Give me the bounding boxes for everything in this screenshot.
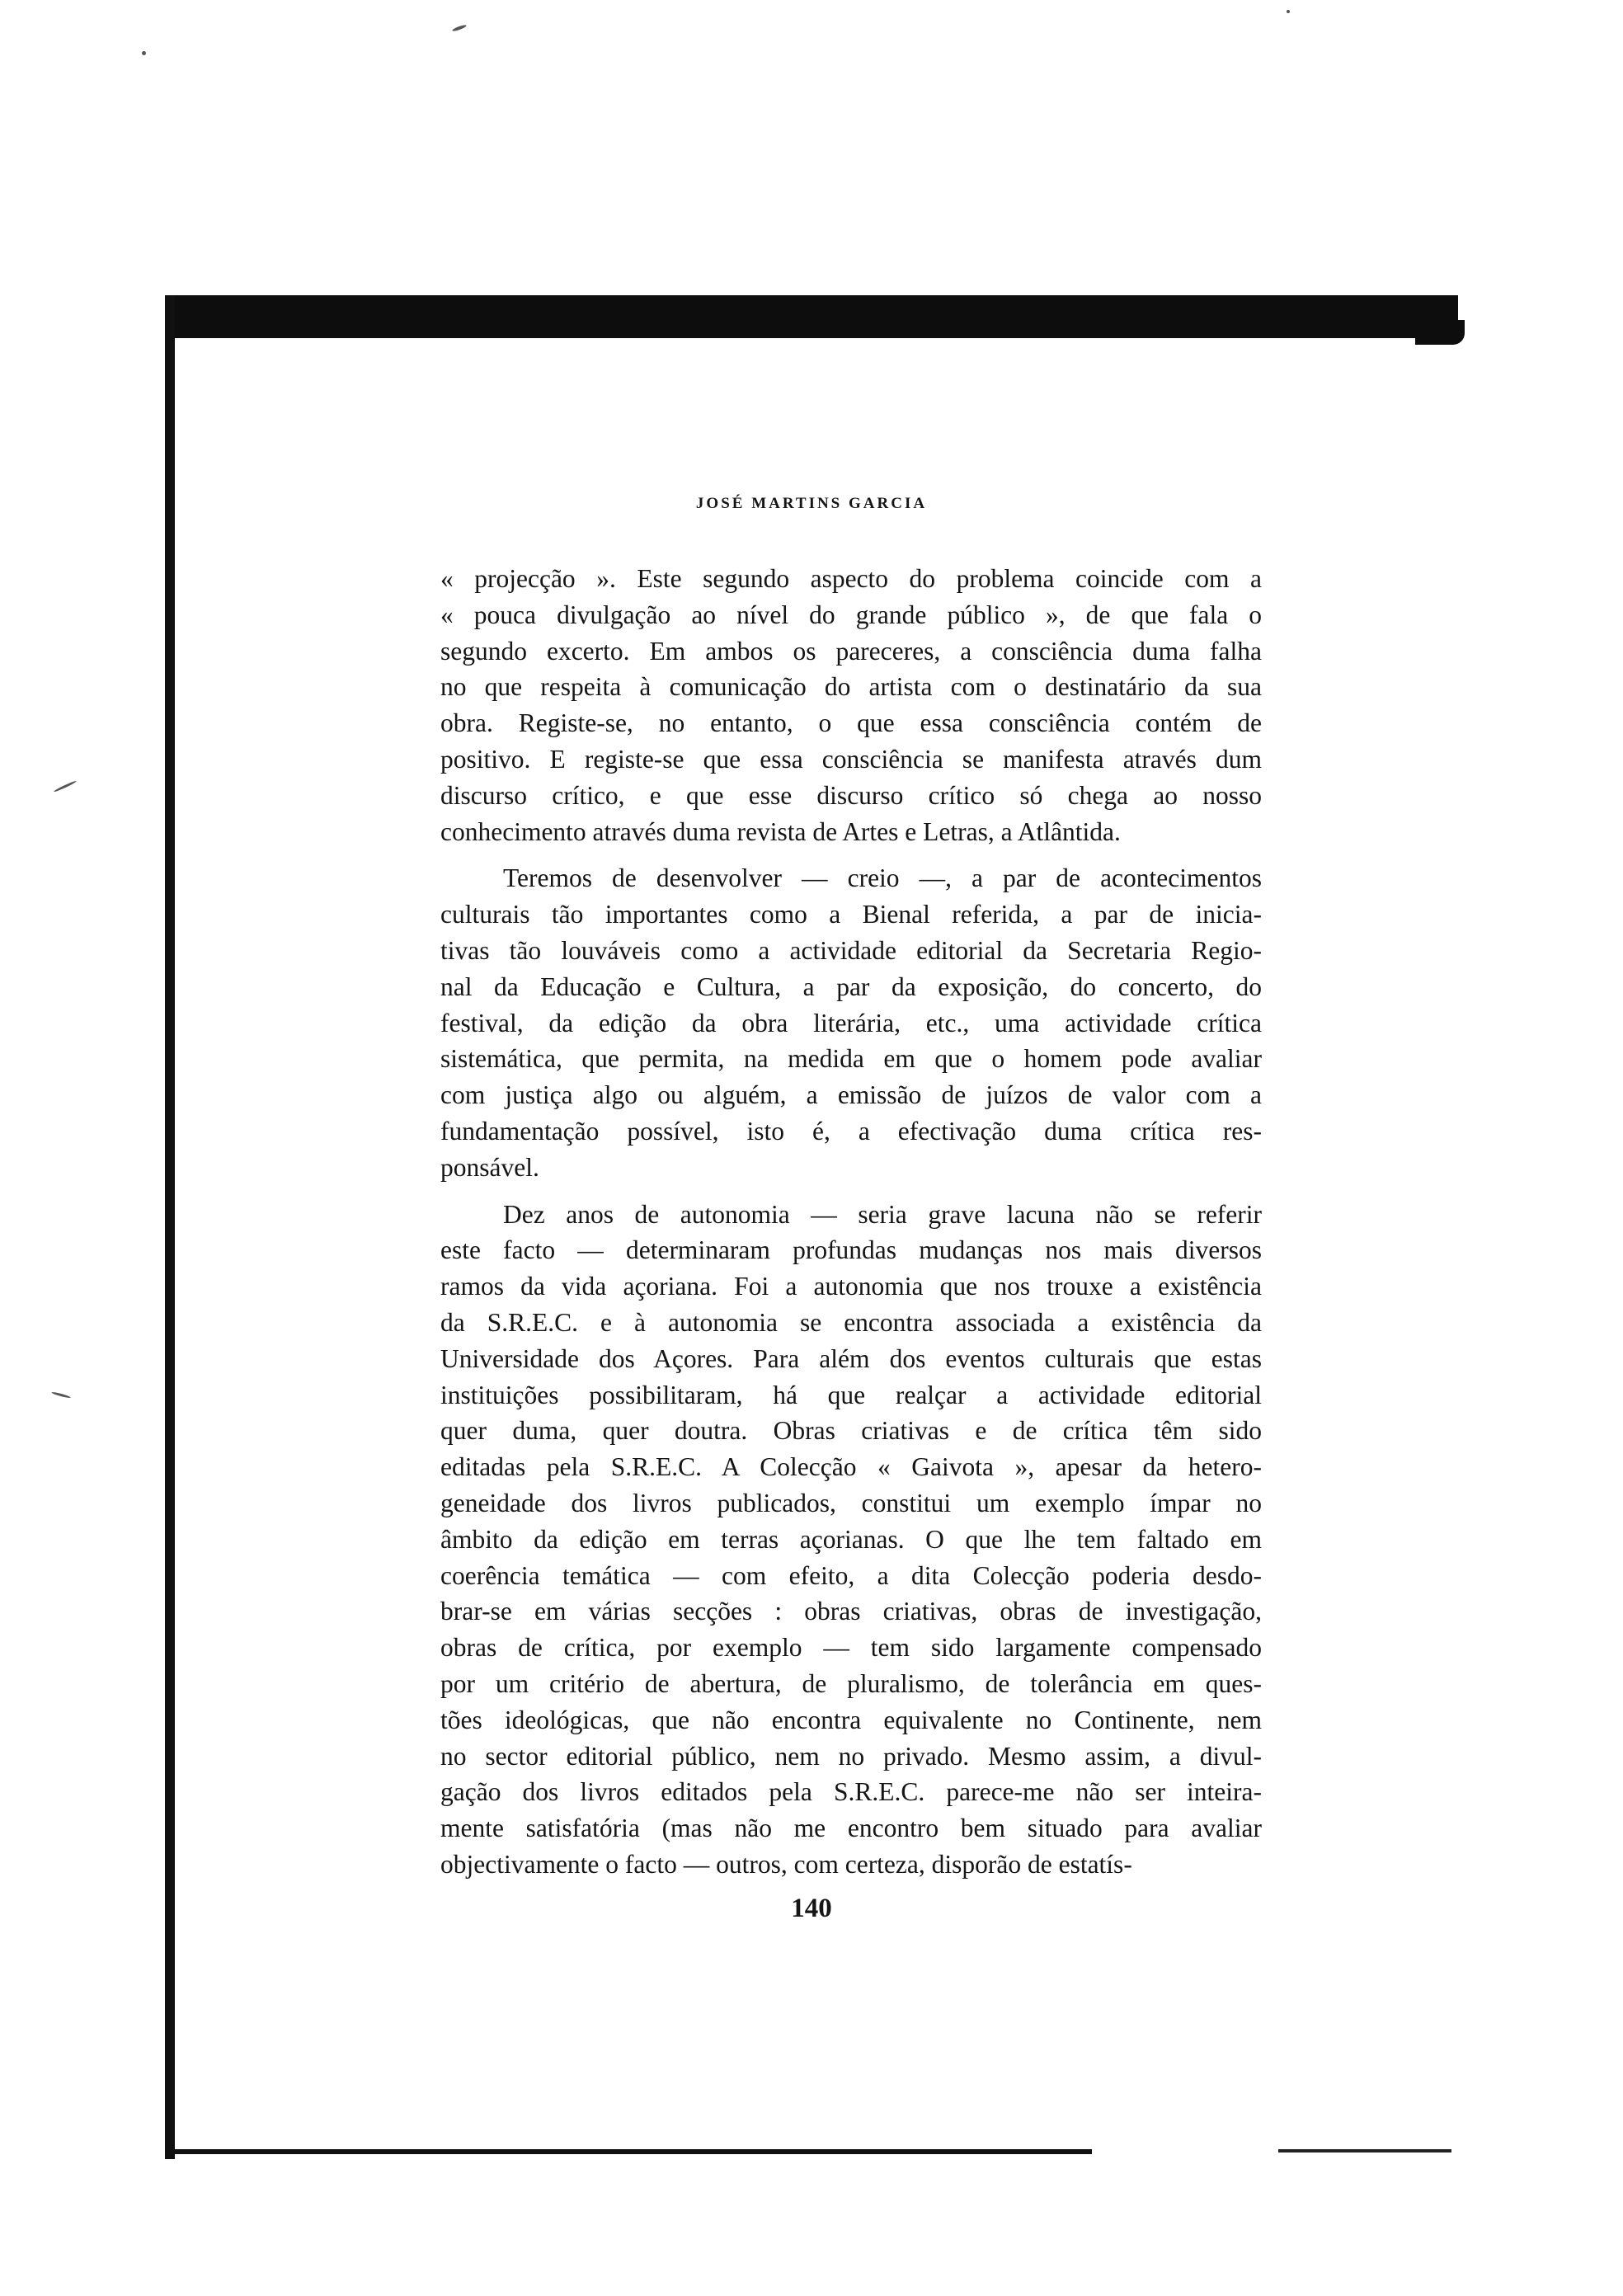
scan-speck [142, 51, 146, 55]
text-line: objectivamente o facto — outros, com certeza, disporão de estatís- [440, 1849, 1132, 1879]
scan-border-bottom [168, 2149, 1092, 2154]
text-line: Universidade dos Açores. Para além dos eventos culturais que estas [440, 1343, 1262, 1373]
paragraph-2 [440, 860, 1262, 1185]
text-line: tões ideológicas, que não encontra equivalente no Continente, nem [440, 1705, 1262, 1734]
text-line: discurso crítico, e que esse discurso crítico só chega ao nosso [440, 780, 1262, 810]
running-head: JOSÉ MARTINS GARCIA [695, 495, 928, 512]
text-line: quer duma, quer doutra. Obras criativas e de crítica têm sido [440, 1416, 1262, 1446]
text-line: nal da Educação e Cultura, a par da exposição, do concerto, do [440, 972, 1262, 1001]
text-line: gação dos livros editados pela S.R.E.C. parece-me não ser inteira- [440, 1777, 1262, 1807]
text-line: Teremos de desenvolver — creio —, a par de acontecimentos [503, 863, 1262, 893]
text-line: fundamentação possível, isto é, a efectivação duma crítica res- [440, 1116, 1262, 1146]
paragraph-1 [440, 561, 1262, 849]
scan-border-top [165, 295, 1458, 338]
scan-speck [1287, 10, 1290, 13]
scan-speck [51, 1391, 71, 1399]
text-line: da S.R.E.C. e à autonomia se encontra associada a existência da [440, 1307, 1262, 1337]
text-line: no que respeita à comunicação do artista com o destinatário da sua [440, 672, 1262, 702]
scan-speck [452, 24, 467, 32]
text-line: « projecção ». Este segundo aspecto do problema coincide com a [440, 564, 1262, 593]
scan-border-bottom-right [1278, 2149, 1451, 2152]
text-line: culturais tão importantes como a Bienal referida, a par de inicia- [440, 900, 1262, 929]
text-line: tivas tão louváveis como a actividade editorial da Secretaria Regio- [440, 935, 1262, 965]
text-line: brar-se em várias secções : obras criativas, obras de investigação, [440, 1597, 1262, 1626]
text-line: « pouca divulgação ao nível do grande público », de que fala o [440, 600, 1262, 629]
text-line: ramos da vida açoriana. Foi a autonomia que nos trouxe a existência [440, 1272, 1262, 1301]
text-line: mente satisfatória (mas não me encontro bem situado para avaliar [440, 1814, 1262, 1843]
scan-border-left [165, 295, 175, 2159]
text-line: âmbito da edição em terras açorianas. O que lhe tem faltado em [440, 1524, 1262, 1554]
text-line: este facto — determinaram profundas mudanças nos mais diversos [440, 1235, 1262, 1265]
text-line: obras de crítica, por exemplo — tem sido largamente compensado [440, 1633, 1262, 1663]
text-line: sistemática, que permita, na medida em que o homem pode avaliar [440, 1044, 1262, 1074]
text-line: no sector editorial público, nem no privado. Mesmo assim, a divul- [440, 1741, 1262, 1771]
page-number: 140 [791, 1894, 832, 1923]
text-line: ponsável. [440, 1152, 539, 1182]
text-line: festival, da edição da obra literária, etc., uma actividade crítica [440, 1008, 1262, 1037]
text-line: geneidade dos livros publicados, constitui um exemplo ímpar no [440, 1488, 1262, 1517]
text-line: conhecimento através duma revista de Artes e Letras, a Atlântida. [440, 816, 1121, 846]
paragraph-3 [440, 1197, 1262, 1883]
scan-speck [54, 780, 77, 793]
text-line: positivo. E registe-se que essa consciência se manifesta através dum [440, 744, 1262, 774]
text-line: instituições possibilitaram, há que realçar a actividade editorial [440, 1380, 1262, 1409]
text-line: com justiça algo ou alguém, a emissão de juízos de valor com a [440, 1080, 1262, 1110]
text-line: por um critério de abertura, de pluralismo, de tolerância em ques- [440, 1668, 1262, 1698]
text-line: obra. Registe-se, no entanto, o que essa consciência contém de [440, 708, 1262, 738]
text-line: Dez anos de autonomia — seria grave lacuna não se referir [503, 1199, 1262, 1229]
body-text [440, 561, 1262, 1894]
text-line: editadas pela S.R.E.C. A Colecção « Gaivota », apesar da hetero- [440, 1452, 1262, 1482]
text-line: coerência temática — com efeito, a dita Colecção poderia desdo- [440, 1560, 1262, 1590]
text-line: segundo excerto. Em ambos os pareceres, a consciência duma falha [440, 636, 1262, 666]
